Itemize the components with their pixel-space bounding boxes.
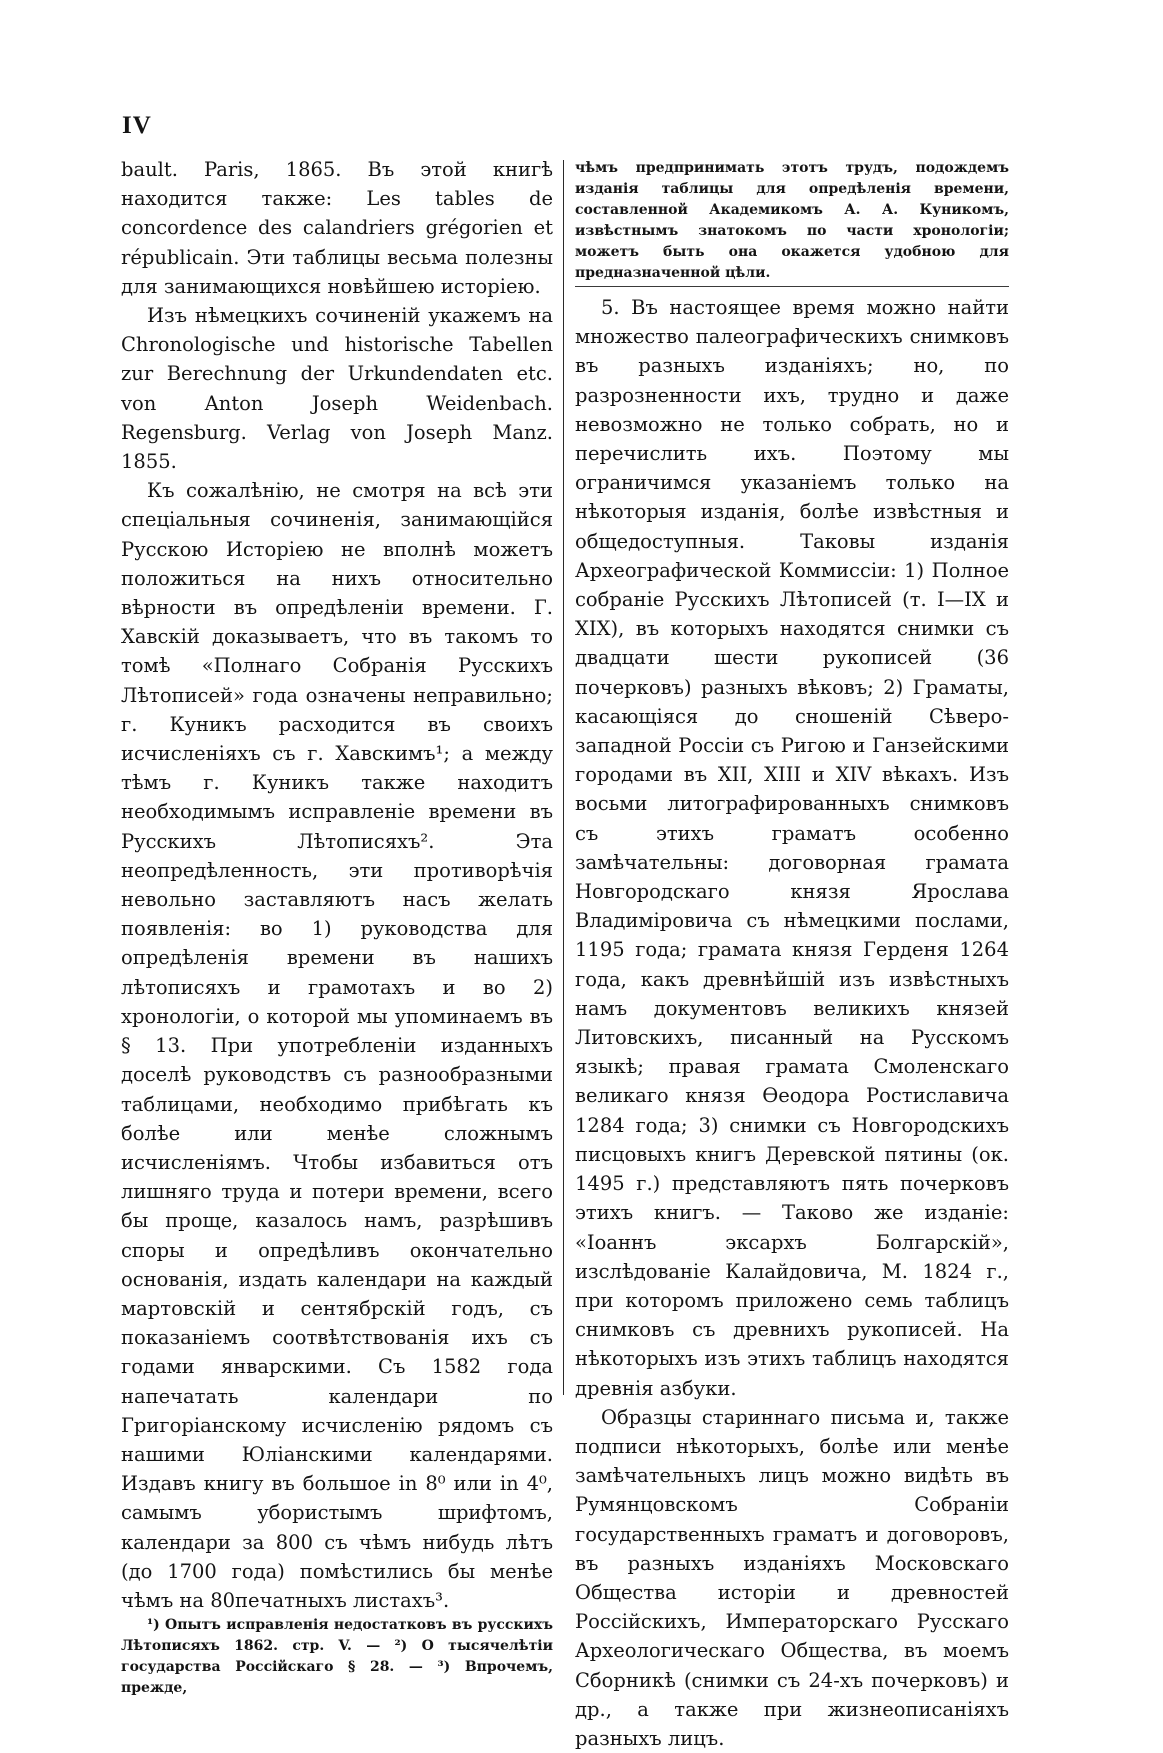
right-paragraph-2: Образцы стариннаго письма и, также подписи нѣкоторыхъ, болѣе или менѣе замѣчательныхъ лицъ можно видѣть въ Румянцовскомъ Собраніи государственныхъ граматъ и договоровъ, въ разныхъ изданіяхъ Московскаго Общества исторіи и древностей Россійскихъ, Императорскаго Русскаго Археологическаго Общества, въ моемъ Сборникѣ (снимки съ 24-хъ почерковъ) и др., а также при жизнеописаніяхъ разныхъ лицъ. bbox=[575, 1405, 1009, 1750]
right-paragraph-1: 5. Въ настоящее время можно найти множество палеографическихъ снимковъ въ разныхъ изданіяхъ; но, по разрозненности ихъ, трудно и даже невозможно не только собрать, но и перечислить ихъ. Поэтому мы ограничимся указаніемъ только на нѣкоторыя изданія, болѣе извѣстныя и общедоступныя. Таковы изданія Археографической Коммиссіи: 1) Полное собраніе Русскихъ Лѣтописей (т. I—IX и XIX), въ которыхъ находятся снимки съ двадцати шести рукописей (36 почерковъ) разныхъ вѣковъ; 2) Граматы, касающіяся до сношеній Сѣверо-западной Россіи съ Ригою и Ганзейскими городами въ XII, XIII и XIV вѣкахъ. Изъ восьми литографированныхъ снимковъ съ этихъ граматъ особенно замѣчательны: договорная грамата Новгородскаго князя Ярослава Владиміровича съ нѣмецкими послами, 1195 года; грамата князя Герденя 1264 года, какъ древнѣйшій изъ извѣстныхъ намъ документовъ великихъ князей Литовскихъ, писанный на Русскомъ языкѣ; правая грамата Смоленскаго великаго князя Ѳеодора Ростиславича 1284 года; 3) снимки съ Новгородскихъ писцовыхъ книгъ Деревской пятины (ок. 1495 г.) представляютъ пять почерковъ этихъ книгъ. — Таково же изданіе: «Іоаннъ эксархъ Болгарскій», изслѣдованіе Калайдовича, М. 1824 г., при которомъ приложено семь таблицъ снимковъ съ древнихъ рукописей. На нѣкоторыхъ изъ этихъ таблицъ находятся древнія азбуки. bbox=[575, 296, 1009, 1400]
column-divider bbox=[563, 160, 564, 1395]
left-paragraph-3: Къ сожалѣнію, не смотря на всѣ эти спеціальныя сочиненія, занимающійся Русскою Исторіею не вполнѣ можетъ положиться на нихъ относительно вѣрности въ опредѣленіи времени. Г. Хавскій доказываетъ, что въ такомъ то томѣ «Полнаго Собранія Русскихъ Лѣтописей» года означены неправильно; г. Куникъ расходится въ своихъ исчисленіяхъ съ г. Хавскимъ¹; а между тѣмъ г. Куникъ также находитъ необходимымъ исправленіе времени въ Русскихъ Лѣтописяхъ². Эта неопредѣленность, эти противорѣчія невольно заставляютъ насъ желать появленія: во 1) руководства для опредѣленія времени въ нашихъ лѣтописяхъ и грамотахъ и во 2) хронологіи, о которой мы упоминаемъ въ § 13. При употребленіи изданныхъ доселѣ руководствъ съ разнообразными таблицами, необходимо прибѣгать къ болѣе или менѣе сложнымъ исчисленіямъ. Чтобы избавиться отъ лишняго труда и потери времени, всего бы проще, казалось намъ, разрѣшивъ споры и опредѣливъ окончательно основанія, издать календари на каждый мартовскій и сентябрскій годъ, съ показаніемъ соотвѣтствованія ихъ съ годами январскими. Съ 1582 года напечатать календари по Григоріанскому исчисленію рядомъ съ нашими Юліанскими календарями. Издавъ книгу въ большое in 8⁰ или in 4⁰, самымъ убористымъ шрифтомъ, календари за 800 съ чѣмъ нибудь лѣтъ (до 1700 года) помѣстились бы менѣе чѣмъ на 80печатныхъ листахъ³. bbox=[121, 479, 553, 1612]
right-footnote-continuation: чѣмъ предпринимать этотъ трудъ, подождемъ изданія таблицы для опредѣленія времени, составленной Академикомъ А. А. Куникомъ, извѣстнымъ знатокомъ по части хронологіи; можетъ быть она окажется удобною для предназначенной цѣли. bbox=[575, 160, 1009, 281]
right-column bbox=[575, 158, 1009, 1753]
page-number: IV bbox=[122, 112, 152, 139]
left-footnote: ¹) Опытъ исправленія недостатковъ въ русскихъ Лѣтописяхъ 1862. стр. V. — ²) О тысячелѣтіи государства Россійскаго § 28. — ³) Впрочемъ, прежде, bbox=[121, 1617, 553, 1697]
left-column bbox=[121, 155, 553, 1699]
left-paragraph-2: Изъ нѣмецкихъ сочиненій укажемъ на Chronologische und historische Tabellen zur Berechnung der Urkundendaten etc. von Anton Joseph Weidenbach. Regensburg. Verlag von Joseph Manz. 1855. bbox=[121, 304, 553, 474]
left-paragraph-1: bault. Paris, 1865. Въ этой книгѣ находится также: Les tables de concordence des calandriers grégorien et républicain. Эти таблицы весьма полезны для занимающихся новѣйшею исторіею. bbox=[121, 158, 553, 298]
footnote-rule bbox=[575, 286, 1009, 287]
